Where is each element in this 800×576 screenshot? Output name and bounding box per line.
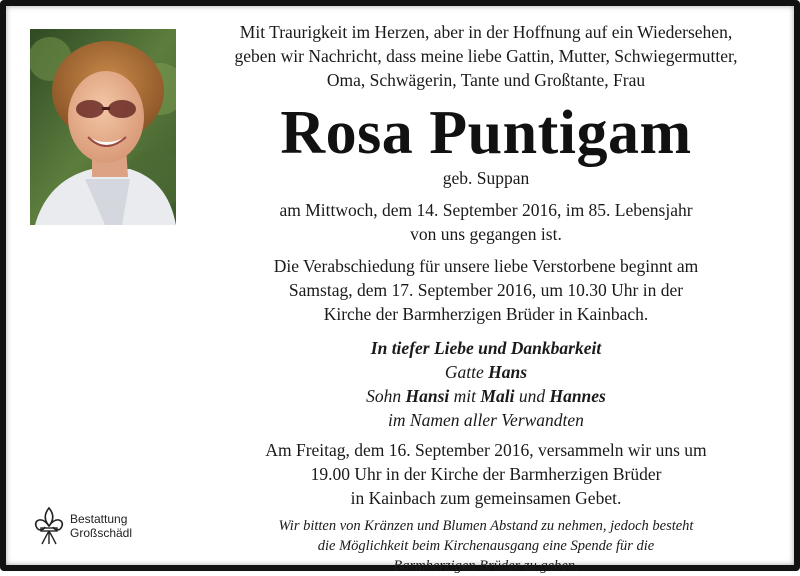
intro-line-2: geben wir Nachricht, dass meine liebe Gattin, Mutter, Schwiegermutter, xyxy=(234,46,738,66)
prayer-line-2: 19.00 Uhr in der Kirche der Barmherzigen Brüder xyxy=(310,464,662,484)
mourners-block xyxy=(188,336,784,432)
husband-name: Hans xyxy=(488,362,528,382)
fleur-de-lis-icon xyxy=(32,506,66,546)
mourners-heading: In tiefer Liebe und Dankbarkeit xyxy=(370,338,602,358)
service-line-3: Kirche der Barmherzigen Brüder in Kainbach. xyxy=(323,304,649,324)
funeral-home-line-1: Bestattung xyxy=(70,512,128,526)
daughter-in-law-name: Mali xyxy=(480,386,515,406)
note-line-2: die Möglichkeit beim Kirchenausgang eine Spende für die xyxy=(317,538,655,554)
service-text xyxy=(188,254,784,326)
funeral-home-name xyxy=(70,512,132,540)
prayer-line-3: in Kainbach zum gemeinsamen Gebet. xyxy=(350,488,622,508)
with-word: mit xyxy=(453,386,477,406)
portrait-image xyxy=(30,29,176,225)
husband-prefix: Gatte xyxy=(444,362,484,382)
note-line-1: Wir bitten von Kränzen und Blumen Abstand zu nehmen, jedoch besteht xyxy=(278,518,694,534)
son-prefix: Sohn xyxy=(366,386,402,406)
death-line-2: von uns gegangen ist. xyxy=(410,224,562,244)
service-line-1: Die Verabschiedung für unsere liebe Verstorbene beginnt am xyxy=(273,256,699,276)
and-word: und xyxy=(518,386,546,406)
relatives-line: im Namen aller Verwandten xyxy=(388,410,584,430)
grandson-name: Hannes xyxy=(549,386,606,406)
intro-line-3: Oma, Schwägerin, Tante und Großtante, Frau xyxy=(326,70,646,90)
death-line-1: am Mittwoch, dem 14. September 2016, im 85. Lebensjahr xyxy=(279,200,693,220)
son-name: Hansi xyxy=(405,386,450,406)
funeral-home-line-2: Großschädl xyxy=(70,526,133,540)
birth-name: geb. Suppan xyxy=(442,168,530,188)
notice-content xyxy=(188,20,784,576)
intro-text xyxy=(188,20,784,92)
service-line-2: Samstag, dem 17. September 2016, um 10.30 Uhr in der xyxy=(288,280,684,300)
donation-note xyxy=(188,516,784,576)
prayer-text xyxy=(188,438,784,510)
portrait-photo xyxy=(30,29,176,225)
prayer-line-1: Am Freitag, dem 16. September 2016, versammeln wir uns um xyxy=(265,440,707,460)
intro-line-1: Mit Traurigkeit im Herzen, aber in der Hoffnung auf ein Wiedersehen, xyxy=(239,22,733,42)
death-text xyxy=(188,198,784,246)
note-line-3: Barmherzigen Brüder zu geben. xyxy=(393,558,579,574)
funeral-home-logo xyxy=(32,506,152,546)
deceased-name: Rosa Puntigam xyxy=(280,99,692,167)
